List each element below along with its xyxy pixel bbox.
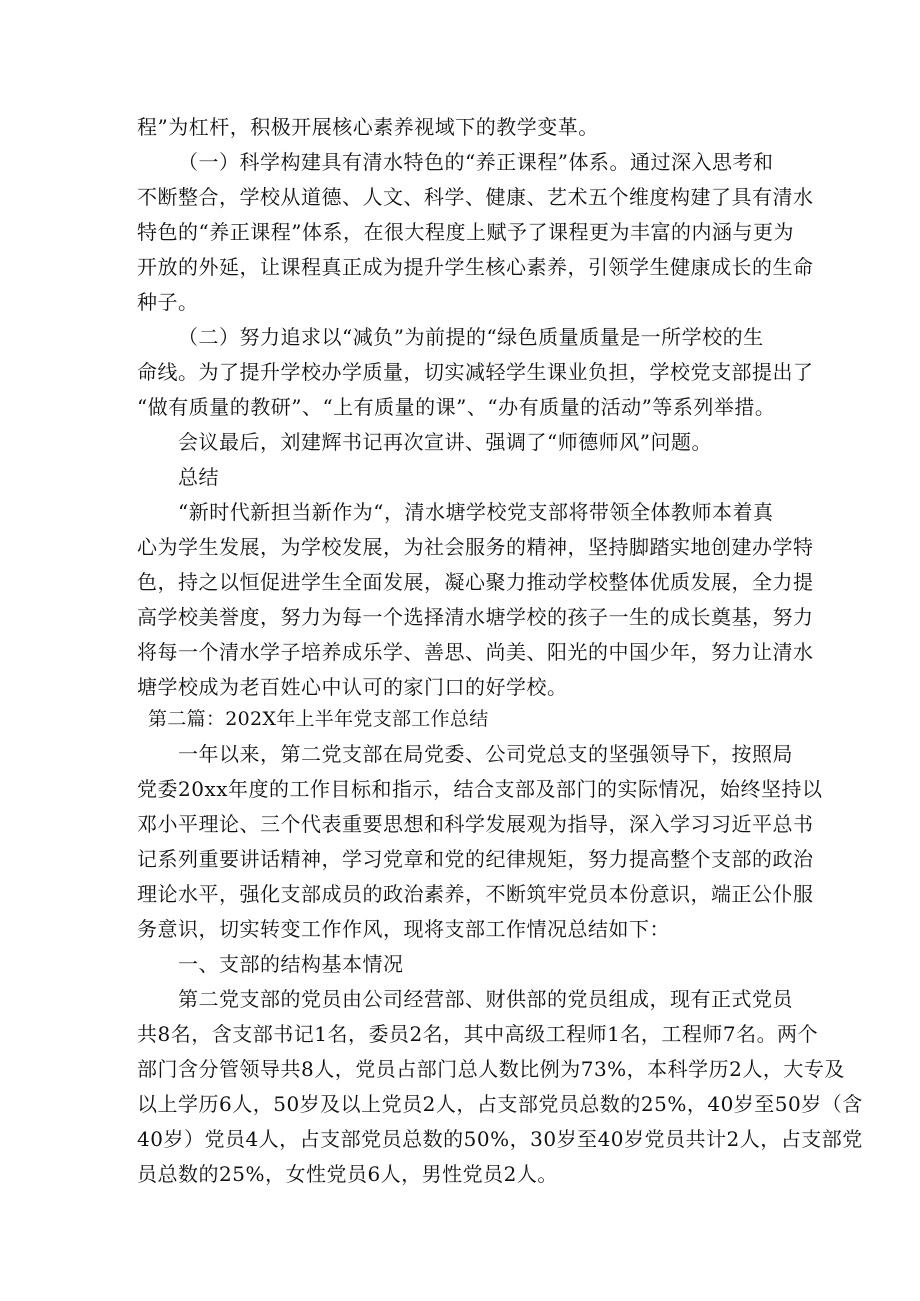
paragraph-line: 色，持之以恒促进学生全面发展，凝心聚力推动学校整体优质发展，全力提 (137, 570, 814, 594)
paragraph-line: 40岁）党员4人，占支部党员总数的50%，30岁至40岁党员共计2人，占支部党 (137, 1127, 863, 1151)
chapter-heading: 第二篇：202X年上半年党支部工作总结 (148, 708, 489, 730)
paragraph-line: 记系列重要讲话精神，学习党章和党的纪律规矩，努力提高整个支部的政治 (137, 847, 814, 871)
paragraph-line: “做有质量的教研”、“上有质量的课”、“办有质量的活动”等系列举措。 (137, 395, 776, 419)
paragraph-line: 心为学生发展，为学校发展，为社会服务的精神，坚持脚踏实地创建办学特 (137, 535, 814, 559)
paragraph-line: 邓小平理论、三个代表重要思想和科学发展观为指导，深入学习习近平总书 (137, 812, 814, 836)
paragraph-line: 第二党支部的党员由公司经营部、财供部的党员组成，现有正式党员 (178, 987, 793, 1011)
paragraph-line: 不断整合，学校从道德、人文、科学、健康、艺术五个维度构建了具有清水 (137, 185, 814, 209)
paragraph-line: 共8名，含支部书记1名，委员2名，其中高级工程师1名，工程师7名。两个 (137, 1022, 819, 1046)
section-heading: 总结 (178, 465, 219, 489)
paragraph-line: 种子。 (137, 290, 199, 314)
paragraph-line: 务意识，切实转变工作作风，现将支部工作情况总结如下： (137, 917, 670, 941)
paragraph-line: 部门含分管领导共8人，党员占部门总人数比例为73%，本科学历2人，大专及 (137, 1057, 845, 1081)
paragraph-line: “新时代新担当新作为“，清水塘学校党支部将带领全体教师本着真 (178, 500, 774, 524)
paragraph-line: 员总数的25%，女性党员6人，男性党员2人。 (137, 1162, 558, 1186)
paragraph-line: 以上学历6人，50岁及以上党员2人，占支部党员总数的25%，40岁至50岁（含 (137, 1092, 863, 1116)
paragraph-line: （一）科学构建具有清水特色的“养正课程”体系。通过深入思考和 (178, 150, 774, 174)
paragraph-line: （二）努力追求以“减负”为前提的“绿色质量质量是一所学校的生 (178, 325, 764, 349)
paragraph-line: 命线。为了提升学校办学质量，切实减轻学生课业负担，学校党支部提出了 (137, 360, 814, 384)
paragraph-line: 特色的“养正课程”体系，在很大程度上赋予了课程更为丰富的内涵与更为 (137, 220, 794, 244)
section-heading: 一、支部的结构基本情况 (178, 952, 404, 976)
paragraph-line: 塘学校成为老百姓心中认可的家门口的好学校。 (137, 675, 568, 699)
paragraph-line: 开放的外延，让课程真正成为提升学生核心素养，引领学生健康成长的生命 (137, 255, 814, 279)
paragraph-line: 将每一个清水学子培养成乐学、善思、尚美、阳光的中国少年，努力让清水 (137, 640, 814, 664)
paragraph-line: 会议最后，刘建辉书记再次宣讲、强调了“师德师风”问题。 (178, 430, 712, 454)
paragraph-line: 一年以来，第二党支部在局党委、公司党总支的坚强领导下，按照局 (178, 742, 793, 766)
paragraph-line: 党委20xx年度的工作目标和指示，结合支部及部门的实际情况，始终坚持以 (137, 777, 823, 801)
paragraph-line: 理论水平，强化支部成员的政治素养，不断筑牢党员本份意识，端正公仆服 (137, 882, 814, 906)
paragraph-line: 高学校美誉度，努力为每一个选择清水塘学校的孩子一生的成长奠基，努力 (137, 605, 814, 629)
paragraph-line: 程”为杠杆，积极开展核心素养视域下的教学变革。 (137, 115, 599, 139)
